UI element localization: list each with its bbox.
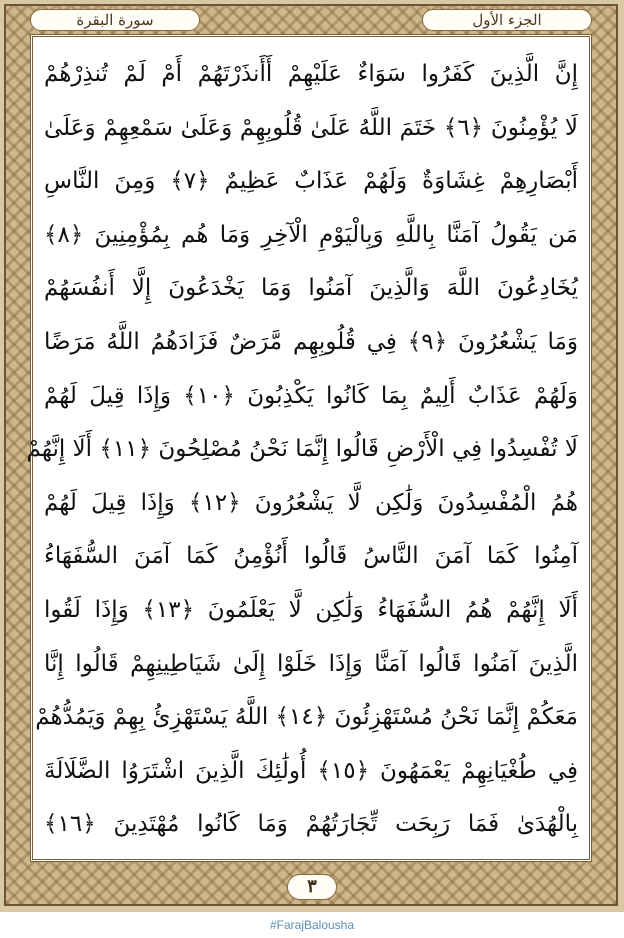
- text-line: إِنَّ الَّذِينَ كَفَرُوا سَوَاءٌ عَلَيْهِمْ أَأَنذَرْتَهُمْ أَمْ لَمْ تُنذِرْهُمْ: [44, 61, 578, 87]
- text-line: وَلَهُمْ عَذَابٌ أَلِيمٌ بِمَا كَانُوا يَكْذِبُونَ ﴿١٠﴾ وَإِذَا قِيلَ لَهُمْ: [44, 382, 579, 409]
- text-line: مَن يَقُولُ آمَنَّا بِاللَّهِ وَبِالْيَوْمِ الْآخِرِ وَمَا هُم بِمُؤْمِنِينَ ﴿٨﴾: [44, 221, 578, 248]
- text-line: لَا تُفْسِدُوا فِي الْأَرْضِ قَالُوا إِنَّمَا نَحْنُ مُصْلِحُونَ ﴿١١﴾ أَلَا إِنَّهُمْ: [26, 436, 578, 463]
- juz-name: الجزء الأول: [422, 9, 592, 31]
- text-line: هُمُ الْمُفْسِدُونَ وَلَٰكِن لَّا يَشْعُرُونَ ﴿١٢﴾ وَإِذَا قِيلَ لَهُمْ: [44, 489, 579, 516]
- text-line: الَّذِينَ آمَنُوا قَالُوا آمَنَّا وَإِذَا خَلَوْا إِلَىٰ شَيَاطِينِهِمْ قَالُوا إِنَّا: [44, 650, 578, 677]
- page-number: ٣: [287, 874, 337, 900]
- text-line: آمِنُوا كَمَا آمَنَ النَّاسُ قَالُوا أَنُؤْمِنُ كَمَا آمَنَ السُّفَهَاءُ: [44, 543, 578, 570]
- text-line: وَمَا يَشْعُرُونَ ﴿٩﴾ فِي قُلُوبِهِم مَّرَضٌ فَزَادَهُمُ اللَّهُ مَرَضًا: [44, 328, 578, 355]
- quran-text: [26, 48, 582, 852]
- text-line: لَا يُؤْمِنُونَ ﴿٦﴾ خَتَمَ اللَّهُ عَلَىٰ قُلُوبِهِمْ وَعَلَىٰ سَمْعِهِمْ وَعَلَىٰ: [44, 114, 578, 141]
- text-line: أَبْصَارِهِمْ غِشَاوَةٌ وَلَهُمْ عَذَابٌ عَظِيمٌ ﴿٧﴾ وَمِنَ النَّاسِ: [44, 168, 578, 195]
- text-line: يُخَادِعُونَ اللَّهَ وَالَّذِينَ آمَنُوا وَمَا يَخْدَعُونَ إِلَّا أَنفُسَهُمْ: [44, 275, 578, 302]
- text-line: بِالْهُدَىٰ فَمَا رَبِحَت تِّجَارَتُهُمْ وَمَا كَانُوا مُهْتَدِينَ ﴿١٦﴾: [44, 811, 578, 838]
- page-header: [30, 6, 592, 34]
- text-line: مَعَكُمْ إِنَّمَا نَحْنُ مُسْتَهْزِئُونَ ﴿١٤﴾ اللَّهُ يَسْتَهْزِئُ بِهِمْ وَيَمُدُّهُمْ: [35, 704, 578, 731]
- surah-name: سورة البقرة: [30, 9, 200, 31]
- text-line: فِي طُغْيَانِهِمْ يَعْمَهُونَ ﴿١٥﴾ أُولَٰئِكَ الَّذِينَ اشْتَرَوُا الضَّلَالَةَ: [44, 757, 578, 784]
- text-line: أَلَا إِنَّهُمْ هُمُ السُّفَهَاءُ وَلَٰكِن لَّا يَعْلَمُونَ ﴿١٣﴾ وَإِذَا لَقُوا: [44, 596, 578, 623]
- watermark-hashtag: #FarajBalousha: [269, 918, 355, 932]
